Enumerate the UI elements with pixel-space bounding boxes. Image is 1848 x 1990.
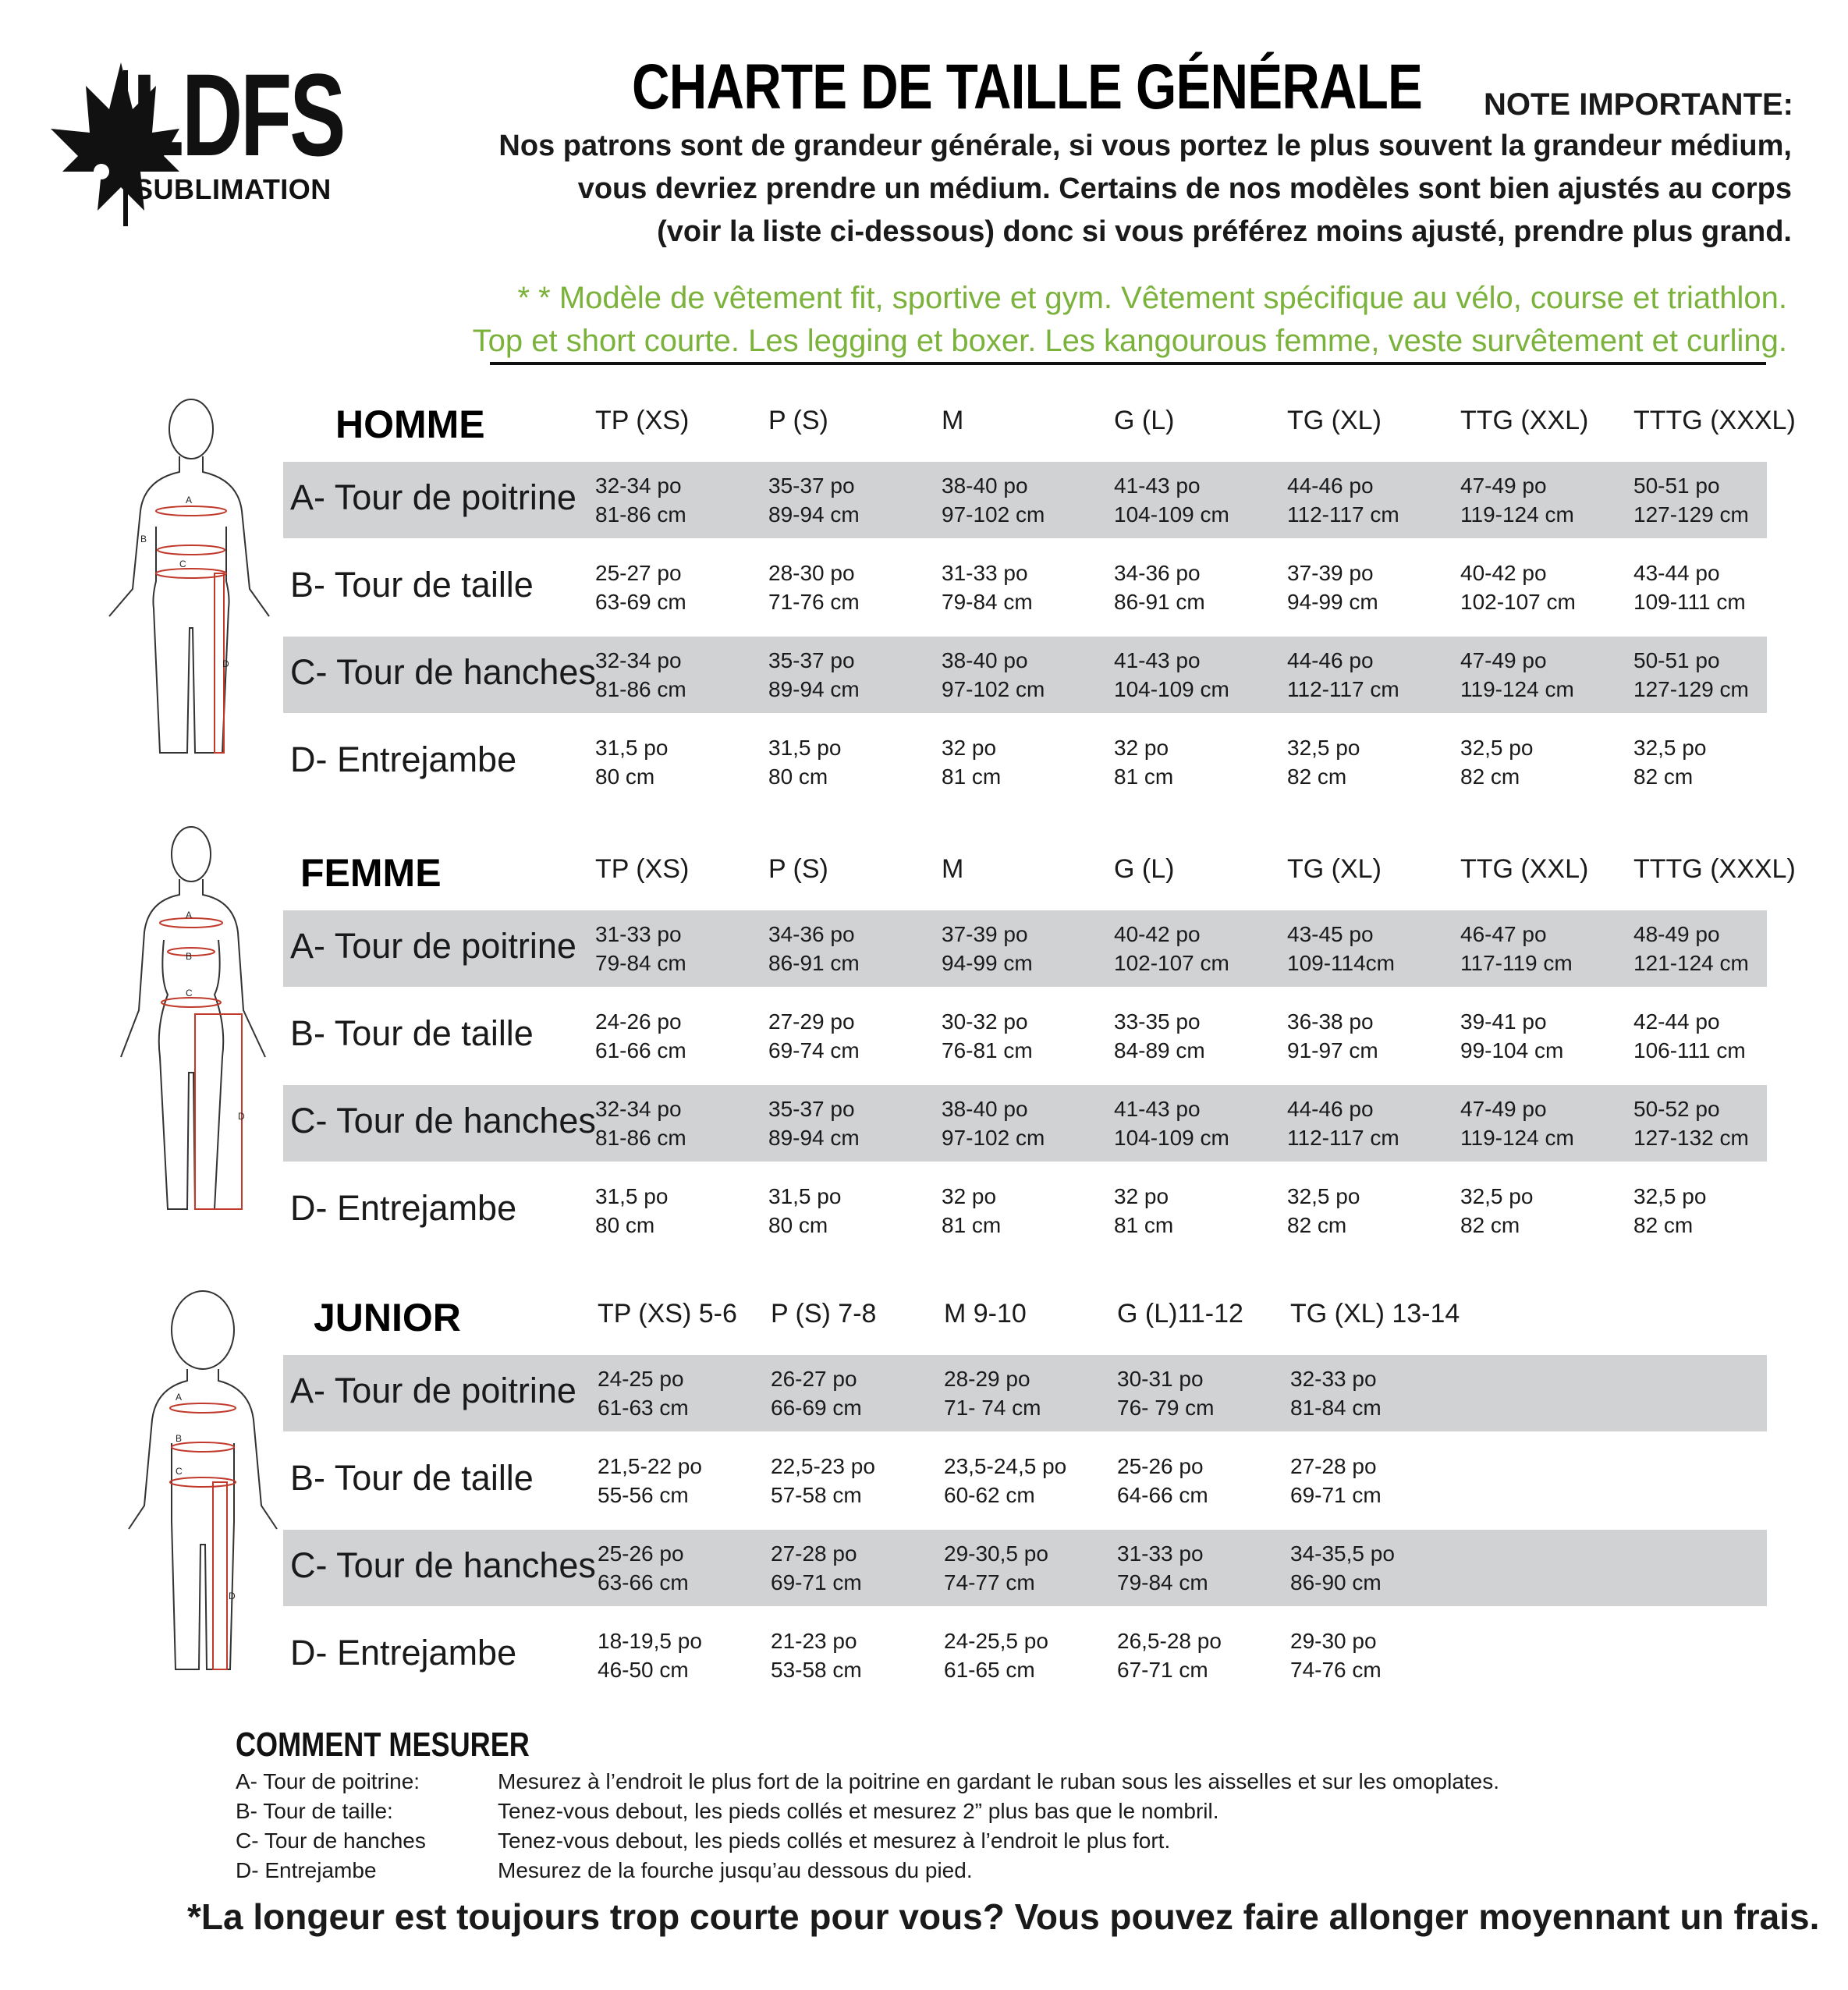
cm-value: 69-71 cm <box>1290 1483 1382 1507</box>
cm-value: 69-74 cm <box>768 1038 860 1062</box>
cm-value: 80 cm <box>768 1213 828 1237</box>
size-cell <box>595 559 686 616</box>
size-column-header: P (S) 7-8 <box>771 1299 877 1328</box>
size-cell <box>1114 471 1229 529</box>
size-cell <box>595 1007 686 1065</box>
cm-value: 67-71 cm <box>1117 1658 1208 1682</box>
size-column-header: M <box>942 854 964 884</box>
size-cell <box>1114 920 1229 977</box>
cm-value: 104-109 cm <box>1114 677 1229 701</box>
size-cell <box>771 1626 862 1684</box>
size-cell <box>768 1094 860 1152</box>
fitted-models-note <box>305 277 1787 363</box>
cm-value: 121-124 cm <box>1633 951 1749 975</box>
size-cell <box>1117 1539 1208 1597</box>
cm-value: 82 cm <box>1287 764 1347 789</box>
note-line: Nos patrons sont de grandeur générale, si vous portez le plus souvent la grandeur médium, <box>498 129 1792 162</box>
cm-value: 104-109 cm <box>1114 502 1229 527</box>
size-column-header: TTG (XXL) <box>1460 406 1589 435</box>
inches-value: 29-30,5 po <box>944 1541 1048 1566</box>
inches-value: 31-33 po <box>942 561 1028 585</box>
inches-value: 30-32 po <box>942 1009 1028 1034</box>
inches-value: 50-52 po <box>1633 1097 1720 1121</box>
inches-value: 32,5 po <box>1460 736 1534 760</box>
size-cell <box>1114 559 1205 616</box>
inches-value: 47-49 po <box>1460 648 1547 672</box>
inches-value: 44-46 po <box>1287 648 1374 672</box>
size-cell <box>598 1452 702 1509</box>
size-column-header: M <box>942 406 964 435</box>
size-cell <box>1117 1626 1222 1684</box>
size-cell <box>595 1094 686 1152</box>
size-cell <box>1460 1094 1574 1152</box>
size-cell <box>1287 559 1378 616</box>
inches-value: 32-34 po <box>595 648 682 672</box>
size-cell <box>768 559 860 616</box>
inches-value: 39-41 po <box>1460 1009 1547 1034</box>
size-cell <box>595 920 686 977</box>
logo-text: LDFS <box>133 49 344 180</box>
cm-value: 66-69 cm <box>771 1396 862 1420</box>
inches-value: 25-26 po <box>598 1541 684 1566</box>
cm-value: 79-84 cm <box>595 951 686 975</box>
inches-value: 23,5-24,5 po <box>944 1454 1067 1478</box>
section-title: HOMME <box>335 403 485 446</box>
cm-value: 81 cm <box>1114 764 1174 789</box>
inches-value: 35-37 po <box>768 474 855 498</box>
inches-value: 26-27 po <box>771 1367 857 1391</box>
section-title: JUNIOR <box>314 1296 461 1339</box>
size-cell <box>942 646 1045 704</box>
size-cell <box>598 1539 689 1597</box>
svg-text:B: B <box>176 1433 183 1444</box>
size-cell <box>595 1182 668 1240</box>
size-cell <box>942 733 1001 791</box>
size-column-header: TTG (XXL) <box>1460 854 1589 884</box>
size-column-header: TTTG (XXXL) <box>1633 406 1796 435</box>
svg-text:A: A <box>186 910 193 921</box>
size-column-header: P (S) <box>768 854 828 884</box>
cm-value: 71-76 cm <box>768 590 860 614</box>
how-to-description: Mesurez à l’endroit le plus fort de la poitrine en gardant le ruban sous les aisselles et sur les omoplates. <box>498 1769 1500 1793</box>
size-column-header: TG (XL) <box>1287 406 1382 435</box>
inches-value: 37-39 po <box>1287 561 1374 585</box>
inches-value: 47-49 po <box>1460 1097 1547 1121</box>
size-cell <box>942 920 1033 977</box>
cm-value: 119-124 cm <box>1460 502 1574 527</box>
svg-text:A: A <box>176 1392 183 1403</box>
section-title: FEMME <box>300 851 442 895</box>
measurement-label: B- Tour de taille <box>290 565 534 605</box>
size-cell <box>1460 1007 1563 1065</box>
size-cell <box>944 1452 1066 1509</box>
inches-value: 37-39 po <box>942 922 1028 946</box>
size-cell <box>771 1364 862 1422</box>
inches-value: 41-43 po <box>1114 648 1201 672</box>
logo-subtitle: SUBLIMATION <box>134 173 332 205</box>
size-cell <box>595 471 686 529</box>
svg-text:B: B <box>186 951 193 962</box>
cm-value: 63-69 cm <box>595 590 686 614</box>
measurement-label: C- Tour de hanches <box>290 652 596 692</box>
size-cell <box>1287 1007 1378 1065</box>
cm-value: 61-63 cm <box>598 1396 689 1420</box>
inches-value: 28-30 po <box>768 561 855 585</box>
cm-value: 81 cm <box>1114 1213 1174 1237</box>
measurement-label: C- Tour de hanches <box>290 1545 596 1585</box>
inches-value: 31-33 po <box>1117 1541 1204 1566</box>
inches-value: 44-46 po <box>1287 474 1374 498</box>
inches-value: 32-34 po <box>595 474 682 498</box>
svg-text:B: B <box>140 534 147 545</box>
inches-value: 32,5 po <box>1633 736 1707 760</box>
cm-value: 60-62 cm <box>944 1483 1035 1507</box>
svg-text:D: D <box>238 1111 245 1122</box>
measurement-label: A- Tour de poitrine <box>290 926 576 966</box>
size-cell <box>1633 646 1749 704</box>
inches-value: 32,5 po <box>1287 736 1360 760</box>
note-title: NOTE IMPORTANTE: <box>1483 87 1793 122</box>
measurement-label: B- Tour de taille <box>290 1458 534 1498</box>
inches-value: 40-42 po <box>1460 561 1547 585</box>
size-cell <box>1633 1182 1706 1240</box>
inches-value: 43-44 po <box>1633 561 1720 585</box>
size-cell <box>771 1452 875 1509</box>
size-cell <box>1633 471 1749 529</box>
size-cell <box>1460 1182 1533 1240</box>
measurement-label: B- Tour de taille <box>290 1013 534 1053</box>
cm-value: 55-56 cm <box>598 1483 689 1507</box>
inches-value: 31,5 po <box>595 1184 669 1208</box>
inches-value: 32-34 po <box>595 1097 682 1121</box>
cm-value: 99-104 cm <box>1460 1038 1564 1062</box>
size-column-header: TG (XL) <box>1287 854 1382 884</box>
measurement-label: D- Entrejambe <box>290 1633 517 1673</box>
size-cell <box>942 471 1045 529</box>
cm-value: 82 cm <box>1460 764 1520 789</box>
cm-value: 109-114cm <box>1287 951 1396 975</box>
size-column-header: TG (XL) 13-14 <box>1290 1299 1460 1328</box>
cm-value: 119-124 cm <box>1460 1126 1574 1150</box>
note-line: vous devriez prendre un médium. Certains de nos modèles sont bien ajustés au corps <box>577 172 1792 205</box>
cm-value: 86-91 cm <box>1114 590 1205 614</box>
cm-value: 46-50 cm <box>598 1658 689 1682</box>
size-cell <box>771 1539 862 1597</box>
size-cell <box>1460 559 1576 616</box>
cm-value: 63-66 cm <box>598 1570 689 1594</box>
inches-value: 34-36 po <box>1114 561 1201 585</box>
size-cell <box>598 1626 702 1684</box>
size-cell <box>768 1007 860 1065</box>
inches-value: 32,5 po <box>1460 1184 1534 1208</box>
cm-value: 82 cm <box>1287 1213 1347 1237</box>
size-cell <box>1114 646 1229 704</box>
inches-value: 32 po <box>1114 1184 1169 1208</box>
how-to-term: C- Tour de hanches <box>236 1829 426 1853</box>
cm-value: 89-94 cm <box>768 677 860 701</box>
svg-text:C: C <box>176 1466 183 1477</box>
cm-value: 53-58 cm <box>771 1658 862 1682</box>
size-cell <box>942 559 1033 616</box>
cm-value: 94-99 cm <box>942 951 1033 975</box>
size-cell <box>1287 733 1360 791</box>
size-cell <box>1290 1626 1382 1684</box>
measurement-label: C- Tour de hanches <box>290 1101 596 1140</box>
cm-value: 81-86 cm <box>595 677 686 701</box>
inches-value: 38-40 po <box>942 474 1028 498</box>
inches-value: 28-29 po <box>944 1367 1030 1391</box>
cm-value: 89-94 cm <box>768 502 860 527</box>
inches-value: 43-45 po <box>1287 922 1374 946</box>
cm-value: 127-129 cm <box>1633 677 1749 701</box>
inches-value: 22,5-23 po <box>771 1454 875 1478</box>
svg-text:C: C <box>179 559 186 569</box>
cm-value: 74-77 cm <box>944 1570 1035 1594</box>
size-cell <box>1290 1364 1382 1422</box>
cm-value: 104-109 cm <box>1114 1126 1229 1150</box>
inches-value: 41-43 po <box>1114 474 1201 498</box>
cm-value: 82 cm <box>1633 764 1694 789</box>
cm-value: 61-66 cm <box>595 1038 686 1062</box>
cm-value: 71- 74 cm <box>944 1396 1041 1420</box>
inches-value: 31,5 po <box>768 1184 842 1208</box>
size-cell <box>1287 471 1399 529</box>
inches-value: 32,5 po <box>1287 1184 1360 1208</box>
cm-value: 86-90 cm <box>1290 1570 1382 1594</box>
size-column-header: P (S) <box>768 406 828 435</box>
measurement-label: A- Tour de poitrine <box>290 1371 576 1410</box>
size-column-header: TP (XS) 5-6 <box>598 1299 737 1328</box>
cm-value: 127-129 cm <box>1633 502 1749 527</box>
cm-value: 91-97 cm <box>1287 1038 1378 1062</box>
size-cell <box>944 1539 1048 1597</box>
cm-value: 61-65 cm <box>944 1658 1035 1682</box>
how-to-term: A- Tour de poitrine: <box>236 1769 420 1793</box>
green-line: Top et short courte. Les legging et boxer. Les kangourous femme, veste survêtement et curling. <box>472 324 1787 358</box>
inches-value: 32-33 po <box>1290 1367 1377 1391</box>
cm-value: 81-84 cm <box>1290 1396 1382 1420</box>
size-cell <box>1114 1007 1205 1065</box>
size-cell <box>1287 1182 1360 1240</box>
inches-value: 31-33 po <box>595 922 682 946</box>
inches-value: 50-51 po <box>1633 474 1720 498</box>
note-line: (voir la liste ci-dessous) donc si vous préférez moins ajusté, prendre plus grand. <box>657 215 1792 248</box>
size-cell <box>1460 646 1574 704</box>
size-cell <box>1287 1094 1399 1152</box>
inches-value: 42-44 po <box>1633 1009 1720 1034</box>
inches-value: 38-40 po <box>942 1097 1028 1121</box>
measurement-label: D- Entrejambe <box>290 740 517 779</box>
inches-value: 32 po <box>942 1184 997 1208</box>
size-cell <box>768 646 860 704</box>
cm-value: 102-107 cm <box>1114 951 1229 975</box>
size-cell <box>1460 733 1533 791</box>
size-cell <box>768 733 841 791</box>
cm-value: 102-107 cm <box>1460 590 1576 614</box>
inches-value: 29-30 po <box>1290 1629 1377 1653</box>
cm-value: 79-84 cm <box>942 590 1033 614</box>
how-to-term: B- Tour de taille: <box>236 1799 393 1823</box>
size-cell <box>944 1364 1041 1422</box>
cm-value: 112-117 cm <box>1287 677 1399 701</box>
svg-text:C: C <box>186 988 193 999</box>
size-cell <box>598 1364 689 1422</box>
cm-value: 64-66 cm <box>1117 1483 1208 1507</box>
inches-value: 30-31 po <box>1117 1367 1204 1391</box>
size-cell <box>1287 646 1399 704</box>
inches-value: 26,5-28 po <box>1117 1629 1222 1653</box>
cm-value: 84-89 cm <box>1114 1038 1205 1062</box>
inches-value: 47-49 po <box>1460 474 1547 498</box>
junior-body-figure-icon <box>113 1287 293 1677</box>
cm-value: 117-119 cm <box>1460 951 1573 975</box>
cm-value: 86-91 cm <box>768 951 860 975</box>
size-cell <box>1290 1452 1382 1509</box>
inches-value: 50-51 po <box>1633 648 1720 672</box>
size-cell <box>942 1007 1033 1065</box>
size-cell <box>1114 1094 1229 1152</box>
size-cell <box>944 1626 1048 1684</box>
inches-value: 24-25,5 po <box>944 1629 1048 1653</box>
size-cell <box>942 1182 1001 1240</box>
inches-value: 32,5 po <box>1633 1184 1707 1208</box>
inches-value: 31,5 po <box>768 736 842 760</box>
inches-value: 46-47 po <box>1460 922 1547 946</box>
inches-value: 48-49 po <box>1633 922 1720 946</box>
size-cell <box>768 1182 841 1240</box>
how-to-description: Mesurez de la fourche jusqu’au dessous du pied. <box>498 1858 973 1882</box>
inches-value: 27-28 po <box>1290 1454 1377 1478</box>
inches-value: 36-38 po <box>1287 1009 1374 1034</box>
cm-value: 81-86 cm <box>595 1126 686 1150</box>
size-column-header: TTTG (XXXL) <box>1633 854 1796 884</box>
svg-text:D: D <box>229 1591 236 1602</box>
cm-value: 81-86 cm <box>595 502 686 527</box>
size-cell <box>768 920 860 977</box>
cm-value: 74-76 cm <box>1290 1658 1382 1682</box>
size-cell <box>595 733 668 791</box>
size-cell <box>1460 471 1574 529</box>
cm-value: 97-102 cm <box>942 502 1045 527</box>
size-cell <box>1633 733 1706 791</box>
inches-value: 32 po <box>1114 736 1169 760</box>
cm-value: 80 cm <box>768 764 828 789</box>
inches-value: 35-37 po <box>768 648 855 672</box>
cm-value: 76-81 cm <box>942 1038 1033 1062</box>
cm-value: 127-132 cm <box>1633 1126 1749 1150</box>
cm-value: 79-84 cm <box>1117 1570 1208 1594</box>
size-column-header: TP (XS) <box>595 854 690 884</box>
inches-value: 27-28 po <box>771 1541 857 1566</box>
inches-value: 38-40 po <box>942 648 1028 672</box>
size-column-header: M 9-10 <box>944 1299 1027 1328</box>
measurement-label: D- Entrejambe <box>290 1188 517 1228</box>
inches-value: 21-23 po <box>771 1629 857 1653</box>
how-to-measure-title: COMMENT MESURER <box>236 1726 530 1764</box>
cm-value: 94-99 cm <box>1287 590 1378 614</box>
inches-value: 40-42 po <box>1114 922 1201 946</box>
cm-value: 119-124 cm <box>1460 677 1574 701</box>
inches-value: 31,5 po <box>595 736 669 760</box>
size-cell <box>1117 1364 1215 1422</box>
cm-value: 112-117 cm <box>1287 502 1399 527</box>
size-cell <box>1633 920 1749 977</box>
size-cell <box>1633 559 1746 616</box>
green-line: * * Modèle de vêtement fit, sportive et gym. Vêtement spécifique au vélo, course et triathlon. <box>517 281 1787 315</box>
size-cell <box>1633 1007 1746 1065</box>
size-cell <box>1114 733 1173 791</box>
inches-value: 25-27 po <box>595 561 682 585</box>
cm-value: 80 cm <box>595 764 655 789</box>
inches-value: 25-26 po <box>1117 1454 1204 1478</box>
how-to-term: D- Entrejambe <box>236 1858 377 1882</box>
note-body <box>388 125 1792 254</box>
inches-value: 33-35 po <box>1114 1009 1201 1034</box>
inches-value: 18-19,5 po <box>598 1629 702 1653</box>
page-title: CHARTE DE TAILLE GÉNÉRALE <box>632 51 1423 122</box>
cm-value: 82 cm <box>1633 1213 1694 1237</box>
man-body-figure-icon <box>98 394 277 757</box>
svg-text:A: A <box>186 495 193 505</box>
size-cell <box>1114 1182 1173 1240</box>
cm-value: 112-117 cm <box>1287 1126 1399 1150</box>
size-cell <box>1290 1539 1395 1597</box>
how-to-description: Tenez-vous debout, les pieds collés et mesurez 2” plus bas que le nombril. <box>498 1799 1219 1823</box>
size-cell <box>1633 1094 1749 1152</box>
size-column-header: G (L) <box>1114 854 1175 884</box>
size-column-header: G (L)11-12 <box>1117 1299 1243 1328</box>
inches-value: 35-37 po <box>768 1097 855 1121</box>
footer-note: *La longeur est toujours trop courte pour vous? Vous pouvez faire allonger moyennant un frais. <box>187 1896 1820 1937</box>
size-cell <box>1117 1452 1208 1509</box>
size-column-header: G (L) <box>1114 406 1175 435</box>
cm-value: 80 cm <box>595 1213 655 1237</box>
inches-value: 44-46 po <box>1287 1097 1374 1121</box>
divider <box>490 362 1766 365</box>
inches-value: 41-43 po <box>1114 1097 1201 1121</box>
measurement-label: A- Tour de poitrine <box>290 477 576 517</box>
cm-value: 109-111 cm <box>1633 590 1746 614</box>
cm-value: 89-94 cm <box>768 1126 860 1150</box>
cm-value: 106-111 cm <box>1633 1038 1746 1062</box>
cm-value: 81 cm <box>942 764 1002 789</box>
inches-value: 32 po <box>942 736 997 760</box>
size-cell <box>1460 920 1573 977</box>
svg-text:D: D <box>222 658 229 669</box>
cm-value: 57-58 cm <box>771 1483 862 1507</box>
size-cell <box>1287 920 1395 977</box>
inches-value: 21,5-22 po <box>598 1454 702 1478</box>
cm-value: 97-102 cm <box>942 1126 1045 1150</box>
cm-value: 82 cm <box>1460 1213 1520 1237</box>
size-column-header: TP (XS) <box>595 406 690 435</box>
size-cell <box>595 646 686 704</box>
woman-body-figure-icon <box>101 823 281 1213</box>
how-to-description: Tenez-vous debout, les pieds collés et mesurez à l’endroit le plus fort. <box>498 1829 1171 1853</box>
cm-value: 76- 79 cm <box>1117 1396 1215 1420</box>
inches-value: 34-35,5 po <box>1290 1541 1395 1566</box>
inches-value: 27-29 po <box>768 1009 855 1034</box>
cm-value: 97-102 cm <box>942 677 1045 701</box>
size-cell <box>942 1094 1045 1152</box>
inches-value: 24-25 po <box>598 1367 684 1391</box>
inches-value: 24-26 po <box>595 1009 682 1034</box>
inches-value: 34-36 po <box>768 922 855 946</box>
size-cell <box>768 471 860 529</box>
cm-value: 69-71 cm <box>771 1570 862 1594</box>
cm-value: 81 cm <box>942 1213 1002 1237</box>
